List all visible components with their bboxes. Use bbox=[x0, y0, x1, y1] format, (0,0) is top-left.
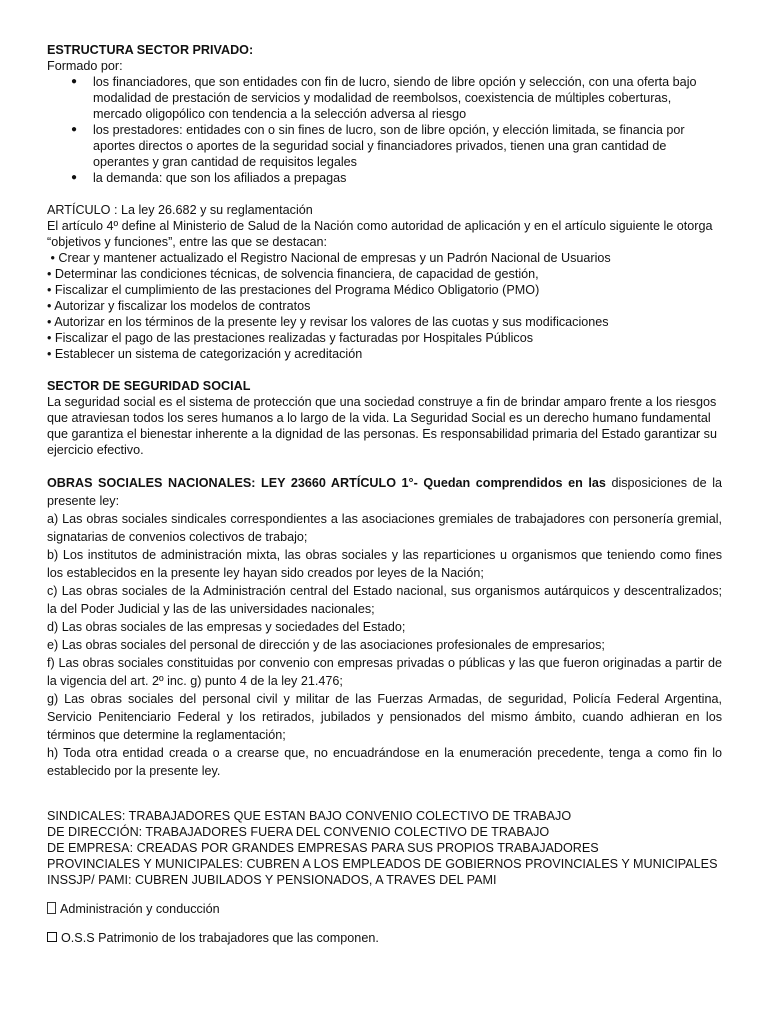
list-item: f) Las obras sociales constituidas por convenio con empresas privadas o públicas y las que fueron originadas a partir de la vigencia del art. 2º inc. g) punto 4 de la ley 21.476; bbox=[47, 656, 722, 688]
seguridad-social-body: La seguridad social es el sistema de protección que una sociedad construye a fin de brindar amparo frente a los riesgos que atraviesan todos los seres humanos a lo largo de la vida. La Seguridad Social es un derecho humano fundamental que garantiza el bienestar inherente a la dignidad de las personas. Es responsabilidad primaria del Estado garantizar su ejercicio efectivo. bbox=[47, 395, 717, 457]
list-item: SINDICALES: TRABAJADORES QUE ESTAN BAJO CONVENIO COLECTIVO DE TRABAJO bbox=[47, 809, 572, 823]
list-item: e) Las obras sociales del personal de dirección y de las asociaciones profesionales de empresarios; bbox=[47, 638, 605, 652]
list-item: • Crear y mantener actualizado el Registro Nacional de empresas y un Padrón Nacional de Usuarios bbox=[47, 251, 611, 265]
list-item: DE EMPRESA: CREADAS POR GRANDES EMPRESAS PARA SUS PROPIOS TRABAJADORES bbox=[47, 841, 599, 855]
list-item: g) Las obras sociales del personal civil y militar de las Fuerzas Armadas, de seguridad, Policía Federal Argentina, Servicio Penitenciario Federal y los retirados, jubilados y pensionados del mismo ámbito, cuando adhieran en los términos que determine la reglamentación; bbox=[47, 692, 722, 742]
list-item: ● la demanda: que son los afiliados a prepagas bbox=[71, 171, 347, 185]
list-item: DE DIRECCIÓN: TRABAJADORES FUERA DEL CONVENIO COLECTIVO DE TRABAJO bbox=[47, 825, 550, 839]
missing-glyph-icon bbox=[47, 902, 56, 914]
list-item: INSSJP/ PAMI: CUBREN JUBILADOS Y PENSIONADOS, A TRAVES DEL PAMI bbox=[47, 873, 497, 887]
articulo-list bbox=[47, 250, 722, 362]
list-item: • Establecer un sistema de categorización y acreditación bbox=[47, 347, 363, 361]
sector-privado-intro: Formado por: bbox=[47, 59, 123, 73]
list-item: • Autorizar y fiscalizar los modelos de contratos bbox=[47, 299, 311, 313]
sector-privado-section bbox=[47, 42, 722, 186]
bullet-icon: ● bbox=[71, 172, 78, 183]
list-item: • Determinar las condiciones técnicas, de solvencia financiera, de capacidad de gestión, bbox=[47, 267, 539, 281]
bullet-icon: ● bbox=[71, 76, 78, 87]
articulo-section bbox=[47, 202, 722, 362]
list-item: ● los prestadores: entidades con o sin fines de lucro, son de libre opción, y elección limitada, se financia por aportes directos o aportes de la seguridad social y financiadores privados, tienen una gran cantidad de operantes y gran cantidad de requisitos legales bbox=[71, 123, 685, 169]
list-item: PROVINCIALES Y MUNICIPALES: CUBREN A LOS EMPLEADOS DE GOBIERNOS PROVINCIALES Y MUNICIPALES bbox=[47, 857, 718, 871]
list-item: h) Toda otra entidad creada o a crearse que, no encuadrándose en la enumeración precedente, tenga a como fin lo establecido por la presente ley. bbox=[47, 746, 722, 778]
footer-line-oss: O.S.S Patrimonio de los trabajadores que las componen. bbox=[47, 930, 722, 946]
seguridad-social-section bbox=[47, 378, 722, 458]
obras-sociales-section bbox=[47, 474, 722, 780]
articulo-title: ARTÍCULO : La ley 26.682 y su reglamentación bbox=[47, 203, 313, 217]
seguridad-social-heading: SECTOR DE SEGURIDAD SOCIAL bbox=[47, 379, 251, 393]
sector-privado-heading: ESTRUCTURA SECTOR PRIVADO: bbox=[47, 43, 254, 57]
articulo-intro: El artículo 4º define al Ministerio de Salud de la Nación como autoridad de aplicación y en el artículo siguiente le otorga “objetivos y funciones”, entre las que se destacan: bbox=[47, 219, 713, 249]
footer-line-administracion: Administración y conducción bbox=[47, 901, 722, 917]
obras-sociales-heading: OBRAS SOCIALES NACIONALES: LEY 23660 ARTÍCULO 1°- Quedan comprendidos en las disposiciones de la presente ley: bbox=[47, 476, 722, 508]
tipos-section bbox=[47, 808, 722, 888]
list-item: b) Los institutos de administración mixta, las obras sociales y las reparticiones u organismos que teniendo como fines los establecidos en la presente ley hayan sido creados por leyes de la Nación; bbox=[47, 548, 722, 580]
list-item: • Autorizar en los términos de la presente ley y revisar los valores de las cuotas y sus modificaciones bbox=[47, 315, 609, 329]
sector-privado-list bbox=[47, 74, 722, 186]
bullet-icon: ● bbox=[71, 124, 78, 135]
list-item: ● los financiadores, que son entidades con fin de lucro, siendo de libre opción y selección, con una oferta bajo modalidad de prestación de servicios y modalidad de reembolsos, coexistencia de múltiples coberturas, mercado oligopólico con tendencia a la selección adversa al riesgo bbox=[71, 75, 697, 121]
list-item: d) Las obras sociales de las empresas y sociedades del Estado; bbox=[47, 620, 406, 634]
list-item: • Fiscalizar el cumplimiento de las prestaciones del Programa Médico Obligatorio (PMO) bbox=[47, 283, 540, 297]
list-item: c) Las obras sociales de la Administración central del Estado nacional, sus organismos autárquicos y descentralizados; la del Poder Judicial y las de las universidades nacionales; bbox=[47, 584, 722, 616]
checkbox-icon bbox=[47, 932, 57, 942]
list-item: • Fiscalizar el pago de las prestaciones realizadas y facturadas por Hospitales Públicos bbox=[47, 331, 534, 345]
list-item: a) Las obras sociales sindicales correspondientes a las asociaciones gremiales de trabajadores con personería gremial, signatarias de convenios colectivos de trabajo; bbox=[47, 512, 722, 544]
